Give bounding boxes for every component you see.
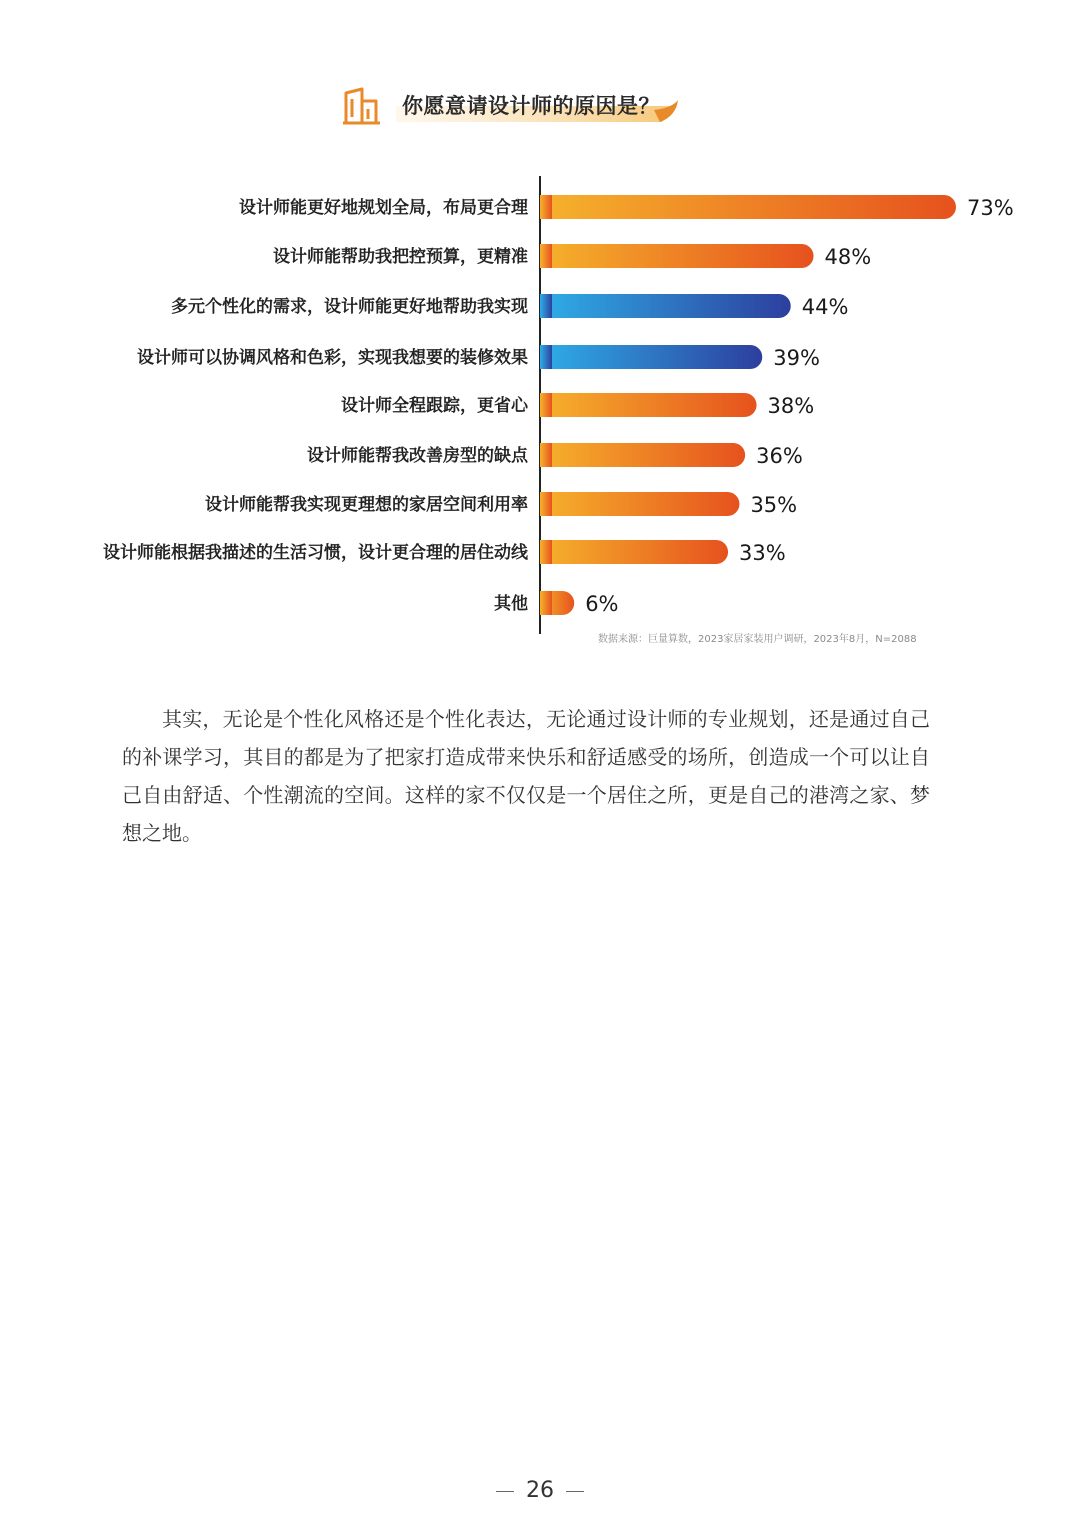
category-label-2: 多元个性化的需求，设计师能更好地帮助我实现	[171, 297, 528, 317]
value-label-1: 48%	[824, 245, 872, 269]
source-note: 数据来源：巨量算数，2023家居家装用户调研，2023年8月，N=2088	[598, 634, 917, 645]
chart-title-block	[340, 84, 700, 130]
bar-cap-4	[540, 393, 552, 417]
value-label-0: 73%	[967, 196, 1014, 220]
building-icon	[342, 87, 382, 125]
page-footer	[0, 1478, 1080, 1503]
category-label-8: 其他	[494, 594, 528, 614]
bar-cap-7	[540, 540, 552, 564]
bar-cap-3	[540, 345, 552, 369]
value-label-6: 35%	[750, 493, 798, 517]
bar-chart	[0, 170, 1080, 640]
value-label-7: 33%	[739, 541, 786, 565]
bar-5	[540, 443, 745, 467]
footer-dash-right	[566, 1491, 584, 1492]
chart-title: 你愿意请设计师的原因是？	[402, 94, 660, 118]
value-label-5: 36%	[756, 444, 803, 468]
bar-cap-8	[540, 591, 552, 615]
bar-cap-5	[540, 443, 552, 467]
bar-1	[540, 244, 814, 268]
category-label-1: 设计师能帮助我把控预算，更精准	[273, 247, 528, 267]
bar-cap-6	[540, 492, 552, 516]
page-number: 26	[526, 1478, 554, 1503]
value-label-8: 6%	[585, 592, 619, 616]
category-label-3: 设计师可以协调风格和色彩，实现我想要的装修效果	[137, 348, 528, 368]
value-label-3: 39%	[773, 346, 820, 370]
bar-4	[540, 393, 757, 417]
bar-cap-2	[540, 294, 552, 318]
category-label-7: 设计师能根据我描述的生活习惯，设计更合理的居住动线	[103, 543, 528, 563]
bar-cap-0	[540, 195, 552, 219]
bar-0	[540, 195, 956, 219]
bar-2	[540, 294, 791, 318]
footer-dash-left	[496, 1491, 514, 1492]
bar-cap-1	[540, 244, 552, 268]
value-label-4: 38%	[767, 394, 815, 418]
category-label-4: 设计师全程跟踪，更省心	[341, 396, 528, 416]
body-paragraph: 其实，无论是个性化风格还是个性化表达，无论通过设计师的专业规划，还是通过自己的补课学习，其目的都是为了把家打造成带来快乐和舒适感受的场所，创造成一个可以让自己自由舒适、个性潮流的空间。这样的家不仅仅是一个居住之所，更是自己的港湾之家、梦想之地。	[122, 707, 930, 845]
value-label-2: 44%	[801, 295, 849, 319]
bar-3	[540, 345, 762, 369]
category-label-6: 设计师能帮我实现更理想的家居空间利用率	[205, 495, 528, 515]
bar-6	[540, 492, 739, 516]
category-label-0: 设计师能更好地规划全局，布局更合理	[239, 198, 528, 218]
category-label-5: 设计师能帮我改善房型的缺点	[307, 446, 528, 466]
bar-7	[540, 540, 728, 564]
